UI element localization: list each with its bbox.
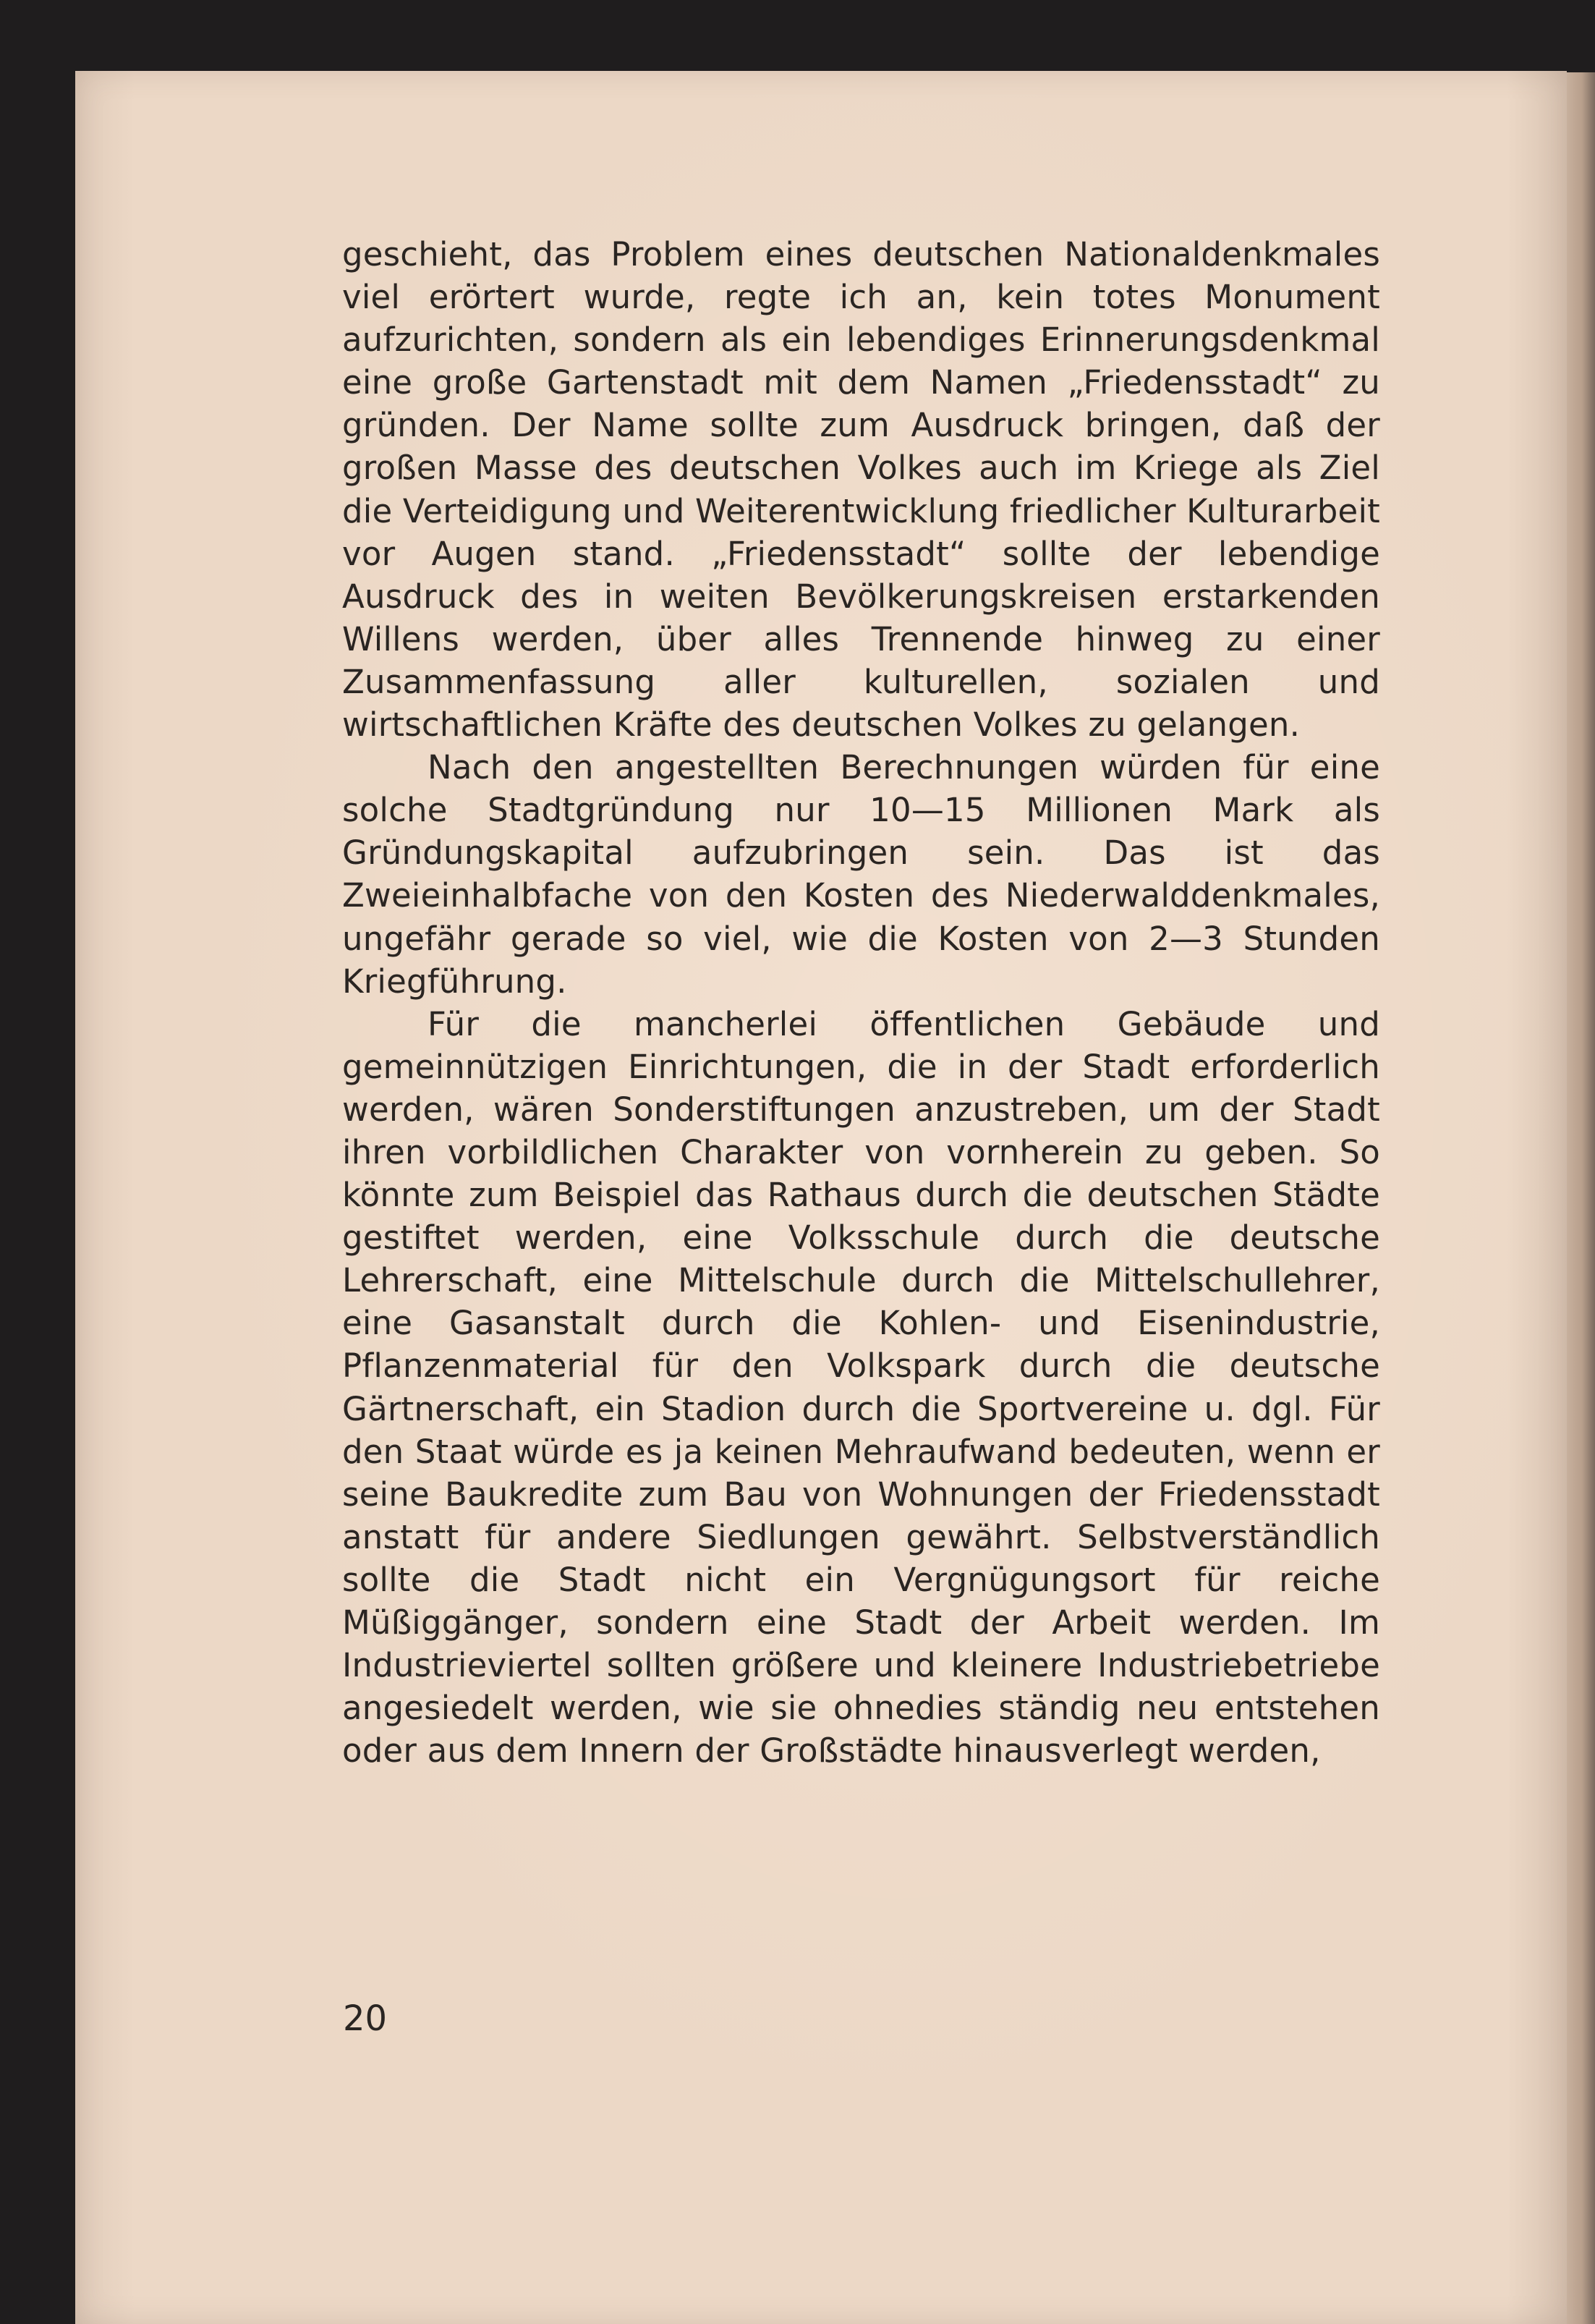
- page-number: 20: [343, 1998, 388, 2039]
- paragraph-2: Nach den angestellten Berechnungen würden für eine solche Stadtgründung nur 10—15 Millionen Mark als Gründungskapital aufzubringen sein. Das ist das Zweieinhalbfache von den Kosten des Niederwalddenkmales, ungefähr gerade so viel, wie die Kosten von 2—3 Stunden Kriegführung.: [342, 748, 1380, 1001]
- paragraph-3: Für die mancherlei öffentlichen Gebäude und gemeinnützigen Einrichtungen, die in der Stadt erforderlich werden, wären Sonderstiftungen anzustreben, um der Stadt ihren vorbildlichen Charakter von vornherein zu geben. So könnte zum Beispiel das Rathaus durch die deutschen Städte gestiftet werden, eine Volksschule durch die deutsche Lehrerschaft, eine Mittelschule durch die Mittelschullehrer, eine Gasanstalt durch die Kohlen- und Eisenindustrie, Pflanzenmaterial für den Volkspark durch die deutsche Gärtnerschaft, ein Stadion durch die Sportvereine u. dgl. Für den Staat würde es ja keinen Mehraufwand bedeuten, wenn er seine Baukredite zum Bau von Wohnungen der Friedensstadt anstatt für andere Siedlungen gewährt. Selbstverständlich sollte die Stadt nicht ein Vergnügungsort für reiche Müßiggänger, sondern eine Stadt der Arbeit werden. Im Industrieviertel sollten größere und kleinere Industriebetriebe angesiedelt werden, wie sie ohnedies ständig neu entstehen oder aus dem Innern der Großstädte hinausverlegt werden,: [342, 1004, 1380, 1770]
- paragraph-1: geschieht, das Problem eines deutschen Nationaldenkmales viel erörtert wurde, regte ich an, kein totes Monument aufzurichten, sondern als ein lebendiges Erinnerungsdenkmal eine große Gartenstadt mit dem Namen „Friedensstadt“ zu gründen. Der Name sollte zum Ausdruck bringen, daß der großen Masse des deutschen Volkes auch im Kriege als Ziel die Verteidigung und Weiterentwicklung friedlicher Kulturarbeit vor Augen stand. „Friedensstadt“ sollte der lebendige Ausdruck des in weiten Bevölkerungskreisen erstarkenden Willens werden, über alles Trennende hinweg zu einer Zusammenfassung aller kulturellen, sozialen und wirtschaftlichen Kräfte des deutschen Volkes zu gelangen.: [342, 235, 1380, 745]
- page-body: [342, 233, 1380, 1772]
- next-page-edge: [1562, 72, 1595, 2324]
